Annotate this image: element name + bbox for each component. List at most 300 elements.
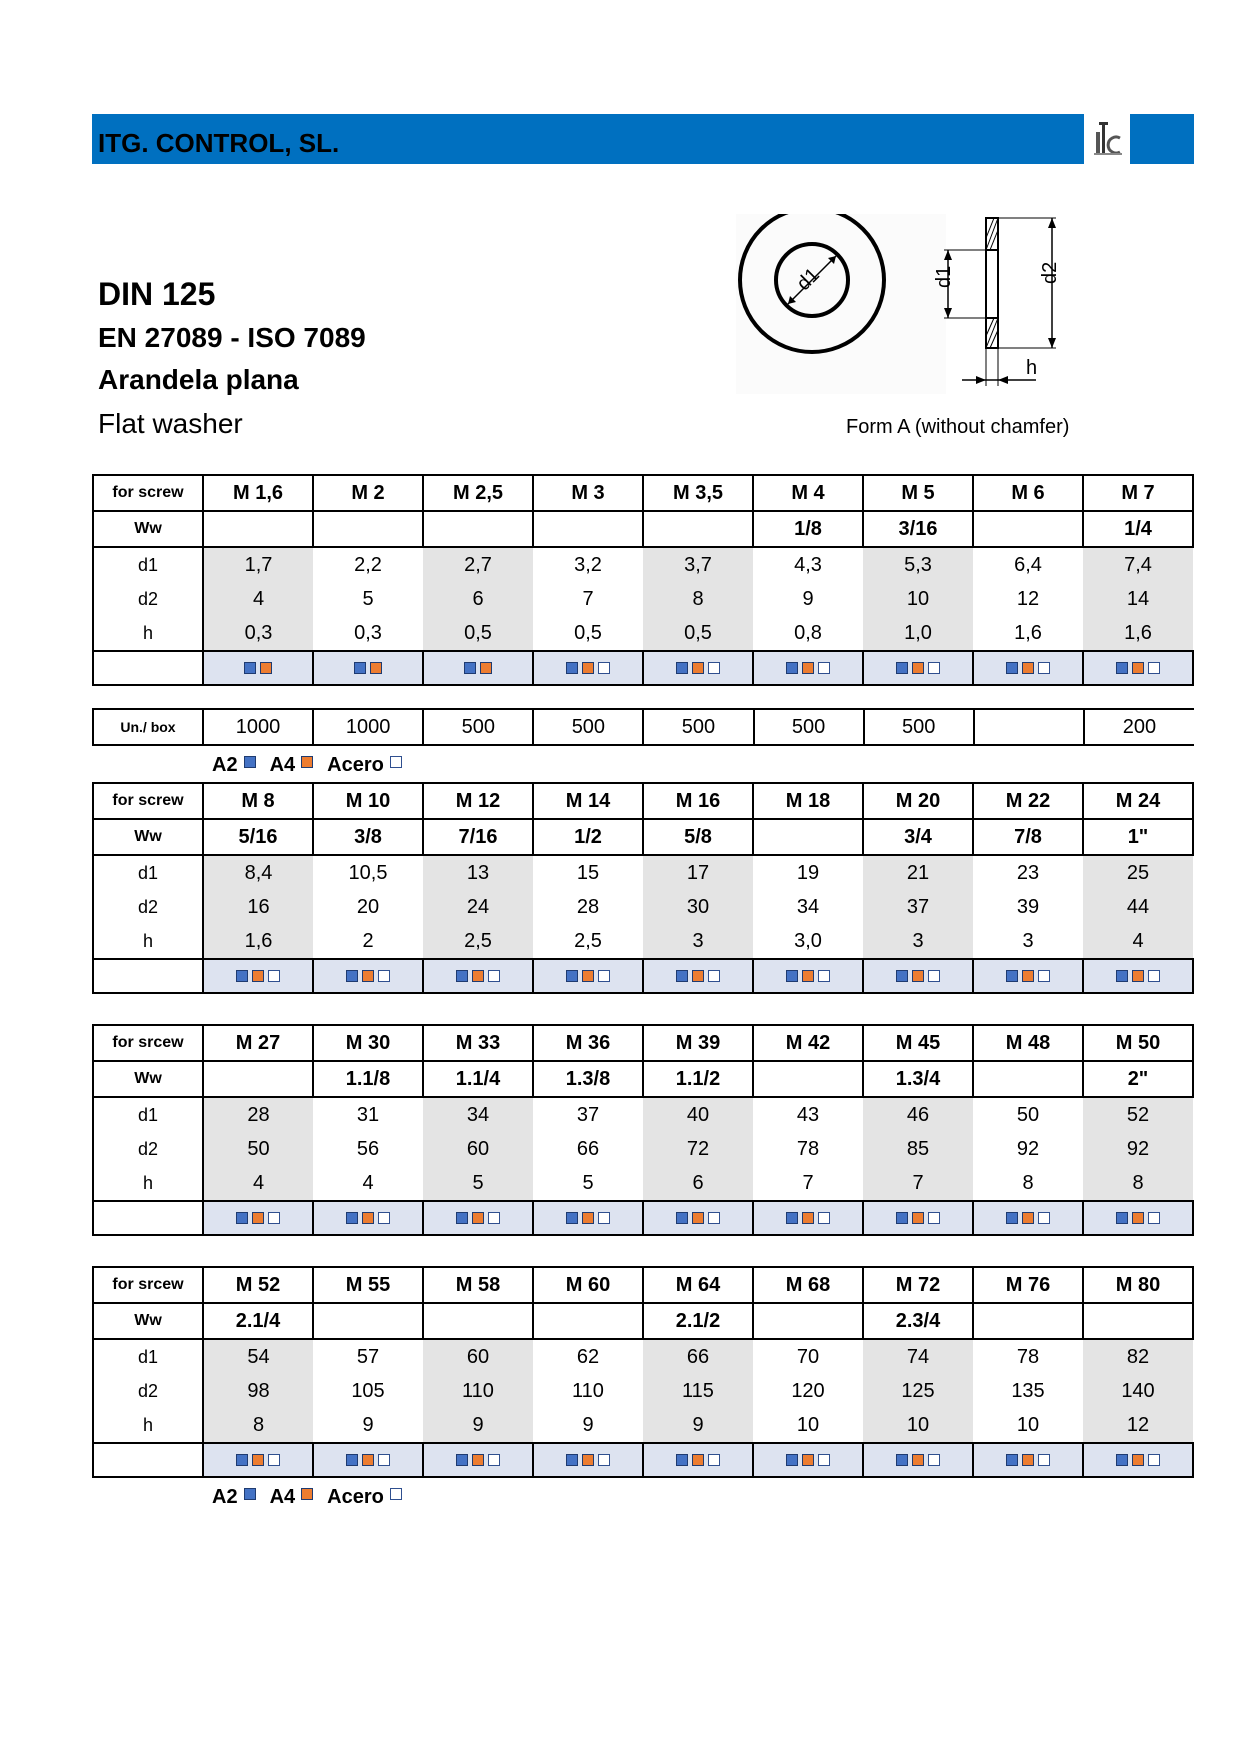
h-cell: 1,6 xyxy=(1083,616,1193,651)
d1-cell: 28 xyxy=(203,1097,313,1132)
d2-cell: 135 xyxy=(1011,1379,1045,1402)
acero-material-icon xyxy=(708,1212,720,1224)
d2-cell: 16 xyxy=(203,890,313,924)
a2-material-icon xyxy=(786,1454,798,1466)
sizes-cell: M 48 xyxy=(973,1025,1083,1061)
sizes-cell: M 36 xyxy=(533,1025,643,1061)
material-cell xyxy=(313,959,423,993)
a2-material-icon xyxy=(236,970,248,982)
ww-cell: 5/16 xyxy=(203,819,313,855)
a2-material-icon xyxy=(786,1212,798,1224)
ww-cell: 1.3/4 xyxy=(863,1061,973,1097)
ww-cell xyxy=(973,1303,1083,1339)
a2-swatch-icon xyxy=(244,1488,256,1500)
row-label-sizes: for screw xyxy=(93,475,203,511)
d2-cell: 34 xyxy=(796,895,820,918)
acero-material-icon xyxy=(598,662,610,674)
h-cell: 2 xyxy=(362,929,374,952)
sizes-cell: M 45 xyxy=(863,1025,973,1061)
d2-cell: 9 xyxy=(802,587,814,610)
spec-table-4 xyxy=(92,1266,1194,1478)
a4-material-icon xyxy=(1022,1454,1034,1466)
table-row xyxy=(93,547,1193,582)
a4-material-icon xyxy=(692,1212,704,1224)
acero-material-icon xyxy=(928,1212,940,1224)
acero-material-icon xyxy=(268,1212,280,1224)
a4-material-icon xyxy=(912,662,924,674)
d2-cell: 37 xyxy=(863,890,973,924)
h-cell: 0,3 xyxy=(354,621,382,644)
d2-cell: 50 xyxy=(203,1132,313,1166)
a4-material-icon xyxy=(582,1212,594,1224)
d2-cell: 72 xyxy=(643,1132,753,1166)
un-box-cell: 500 xyxy=(533,709,643,745)
d2-cell: 98 xyxy=(203,1374,313,1408)
a4-material-icon xyxy=(1022,1212,1034,1224)
row-label-d2: d2 xyxy=(93,1374,203,1408)
acero-material-icon xyxy=(1148,1212,1160,1224)
legend-a2-label: A2 xyxy=(212,1486,238,1508)
ww-cell xyxy=(203,511,313,547)
material-cell xyxy=(423,651,533,685)
sizes-cell: M 2 xyxy=(313,475,423,511)
a4-material-icon xyxy=(252,1212,264,1224)
sizes-cell: M 33 xyxy=(423,1025,533,1061)
acero-swatch-icon xyxy=(390,756,402,768)
h-cell: 8 xyxy=(1022,1171,1034,1194)
a2-material-icon xyxy=(676,1212,688,1224)
a2-material-icon xyxy=(676,1454,688,1466)
a2-material-icon xyxy=(244,662,256,674)
a2-material-icon xyxy=(566,970,578,982)
d2-cell: 92 xyxy=(1083,1132,1193,1166)
acero-material-icon xyxy=(1038,1212,1050,1224)
ww-cell xyxy=(533,1303,643,1339)
row-label-d1: d1 xyxy=(93,547,203,582)
row-label-h: h xyxy=(93,924,203,959)
spec-table-2 xyxy=(92,782,1194,994)
table-row xyxy=(93,890,1193,924)
d2-cell: 28 xyxy=(576,895,600,918)
table-row xyxy=(93,1339,1193,1374)
d1-cell: 17 xyxy=(643,855,753,890)
d1-cell: 31 xyxy=(313,1097,423,1132)
d1-cell: 57 xyxy=(313,1339,423,1374)
sizes-cell: M 16 xyxy=(643,783,753,819)
d2-cell: 8 xyxy=(643,582,753,616)
units-per-box-table xyxy=(92,708,1194,746)
row-label-d2: d2 xyxy=(93,890,203,924)
d1-cell: 1,7 xyxy=(203,547,313,582)
h-cell: 1,0 xyxy=(863,616,973,651)
material-cell xyxy=(1083,651,1193,685)
ww-cell xyxy=(423,1303,533,1339)
d1-cell: 6,4 xyxy=(973,547,1083,582)
table-row xyxy=(93,1132,1193,1166)
material-cell xyxy=(203,959,313,993)
material-cell xyxy=(423,1201,533,1235)
d2-cell: 110 xyxy=(572,1379,604,1402)
acero-material-icon xyxy=(1148,970,1160,982)
ww-cell xyxy=(973,511,1083,547)
company-name: ITG. CONTROL, SL. xyxy=(98,128,340,158)
d1-cell: 62 xyxy=(533,1339,643,1374)
acero-material-icon xyxy=(708,662,720,674)
sizes-cell: M 8 xyxy=(203,783,313,819)
row-label-materials xyxy=(93,651,203,685)
sizes-cell: M 50 xyxy=(1083,1025,1193,1061)
legend-a4-label: A4 xyxy=(269,1486,296,1508)
h-cell: 3 xyxy=(1022,929,1034,952)
a4-material-icon xyxy=(1132,970,1144,982)
a2-material-icon xyxy=(896,662,908,674)
row-label-ww: Ww xyxy=(93,819,203,855)
sizes-cell: M 10 xyxy=(313,783,423,819)
ww-cell xyxy=(313,511,423,547)
acero-material-icon xyxy=(928,662,940,674)
row-label-d1: d1 xyxy=(93,1097,203,1132)
a2-material-icon xyxy=(1006,970,1018,982)
a2-material-icon xyxy=(786,970,798,982)
d1-cell: 15 xyxy=(533,855,643,890)
acero-material-icon xyxy=(928,970,940,982)
material-cell xyxy=(753,651,863,685)
material-cell xyxy=(533,1201,643,1235)
h-cell: 0,5 xyxy=(423,616,533,651)
h-cell: 5 xyxy=(423,1166,533,1201)
a2-material-icon xyxy=(1116,662,1128,674)
a4-material-icon xyxy=(1132,1454,1144,1466)
ww-cell xyxy=(423,511,533,547)
material-cell xyxy=(423,959,533,993)
label-d1-side: d1 xyxy=(933,265,955,288)
a2-material-icon xyxy=(346,1454,358,1466)
ww-cell xyxy=(753,1303,863,1339)
un-box-cell: 1000 xyxy=(313,709,423,745)
d2-cell: 110 xyxy=(423,1374,533,1408)
table-row xyxy=(93,616,1193,651)
a4-material-icon xyxy=(692,970,704,982)
un-box-cell: 500 xyxy=(864,709,974,745)
table-row xyxy=(93,651,1193,685)
un-box-cell: 500 xyxy=(423,709,533,745)
ww-cell: 1.1/8 xyxy=(313,1061,423,1097)
a4-swatch-icon xyxy=(301,756,313,768)
h-cell: 4 xyxy=(203,1166,313,1201)
a2-material-icon xyxy=(456,1454,468,1466)
d2-cell: 14 xyxy=(1083,582,1193,616)
d2-cell: 56 xyxy=(356,1137,380,1160)
d1-cell: 66 xyxy=(643,1339,753,1374)
legend-a2-label: A2 xyxy=(212,754,238,776)
table-row xyxy=(93,1061,1193,1097)
material-cell xyxy=(973,651,1083,685)
a4-material-icon xyxy=(912,1212,924,1224)
a2-material-icon xyxy=(464,662,476,674)
sizes-cell: M 3 xyxy=(533,475,643,511)
material-cell xyxy=(203,1443,313,1477)
ww-cell: 2" xyxy=(1083,1061,1193,1097)
d1-cell: 37 xyxy=(533,1097,643,1132)
table-row xyxy=(93,582,1193,616)
sizes-cell: M 4 xyxy=(753,475,863,511)
material-cell xyxy=(1083,1201,1193,1235)
a4-material-icon xyxy=(582,662,594,674)
acero-material-icon xyxy=(268,1454,280,1466)
h-cell: 5 xyxy=(582,1171,594,1194)
row-label-h: h xyxy=(93,1166,203,1201)
material-cell xyxy=(863,1443,973,1477)
table-row xyxy=(93,1303,1193,1339)
a2-material-icon xyxy=(346,1212,358,1224)
a4-material-icon xyxy=(582,970,594,982)
material-cell xyxy=(753,1443,863,1477)
d1-cell: 4,3 xyxy=(753,547,863,582)
spec-table-1 xyxy=(92,474,1194,686)
a2-material-icon xyxy=(1006,662,1018,674)
spec-table-3 xyxy=(92,1024,1194,1236)
d2-cell: 44 xyxy=(1083,890,1193,924)
a2-material-icon xyxy=(676,662,688,674)
acero-material-icon xyxy=(818,1212,830,1224)
a4-material-icon xyxy=(472,1212,484,1224)
a2-material-icon xyxy=(896,1454,908,1466)
material-cell xyxy=(643,1443,753,1477)
a4-material-icon xyxy=(472,970,484,982)
material-cell xyxy=(643,959,753,993)
row-label-d1: d1 xyxy=(93,1339,203,1374)
a4-material-icon xyxy=(802,1212,814,1224)
d1-cell: 5,3 xyxy=(863,547,973,582)
row-label-materials xyxy=(93,1201,203,1235)
d1-cell: 2,2 xyxy=(313,547,423,582)
h-cell: 1,6 xyxy=(1014,621,1042,644)
ww-cell: 1.1/4 xyxy=(423,1061,533,1097)
acero-material-icon xyxy=(1148,1454,1160,1466)
d1-cell: 70 xyxy=(753,1339,863,1374)
ww-cell xyxy=(1083,1303,1193,1339)
acero-material-icon xyxy=(818,662,830,674)
standard-en-iso: EN 27089 - ISO 7089 xyxy=(98,322,366,353)
ww-cell xyxy=(753,1061,863,1097)
acero-material-icon xyxy=(598,1212,610,1224)
d2-cell: 30 xyxy=(643,890,753,924)
sizes-cell: M 6 xyxy=(973,475,1083,511)
row-label-ww: Ww xyxy=(93,511,203,547)
un-box-cell: 200 xyxy=(1084,709,1194,745)
ww-cell xyxy=(973,1061,1083,1097)
d1-cell: 23 xyxy=(973,855,1083,890)
material-cell xyxy=(643,651,753,685)
ww-cell xyxy=(313,1303,423,1339)
a2-material-icon xyxy=(1116,970,1128,982)
d1-cell: 10,5 xyxy=(313,855,423,890)
acero-material-icon xyxy=(1038,970,1050,982)
sizes-cell: M 68 xyxy=(753,1267,863,1303)
acero-material-icon xyxy=(378,1212,390,1224)
table-row xyxy=(93,1025,1193,1061)
material-legend-bottom xyxy=(212,1486,416,1509)
row-label-d2: d2 xyxy=(93,1132,203,1166)
d1-cell: 46 xyxy=(863,1097,973,1132)
d2-cell: 125 xyxy=(863,1374,973,1408)
ww-cell: 1" xyxy=(1083,819,1193,855)
acero-swatch-icon xyxy=(390,1488,402,1500)
sizes-cell: M 64 xyxy=(643,1267,753,1303)
row-label-ww: Ww xyxy=(93,1303,203,1339)
h-cell: 0,3 xyxy=(203,616,313,651)
acero-material-icon xyxy=(488,1212,500,1224)
sizes-cell: M 3,5 xyxy=(643,475,753,511)
a2-material-icon xyxy=(566,1212,578,1224)
h-cell: 8 xyxy=(203,1408,313,1443)
material-cell xyxy=(1083,1443,1193,1477)
material-legend-top xyxy=(212,754,416,777)
un-box-cell: 500 xyxy=(754,709,864,745)
sizes-cell: M 76 xyxy=(973,1267,1083,1303)
a4-material-icon xyxy=(472,1454,484,1466)
d1-cell: 7,4 xyxy=(1083,547,1193,582)
d1-cell: 60 xyxy=(423,1339,533,1374)
material-cell xyxy=(533,959,643,993)
material-cell xyxy=(313,1201,423,1235)
d1-cell: 3,7 xyxy=(643,547,753,582)
a4-material-icon xyxy=(692,662,704,674)
sizes-cell: M 42 xyxy=(753,1025,863,1061)
table-row xyxy=(93,855,1193,890)
acero-material-icon xyxy=(1148,662,1160,674)
a2-material-icon xyxy=(566,662,578,674)
material-cell xyxy=(973,1443,1083,1477)
title-spanish: Arandela plana xyxy=(98,364,299,395)
row-label-materials xyxy=(93,959,203,993)
a2-material-icon xyxy=(896,1212,908,1224)
a2-material-icon xyxy=(236,1454,248,1466)
a4-material-icon xyxy=(802,662,814,674)
row-label-h: h xyxy=(93,616,203,651)
a4-material-icon xyxy=(252,1454,264,1466)
h-cell: 3 xyxy=(863,924,973,959)
h-cell: 9 xyxy=(582,1413,594,1436)
ww-cell xyxy=(643,511,753,547)
material-cell xyxy=(753,1201,863,1235)
ww-cell: 3/8 xyxy=(313,819,423,855)
sizes-cell: M 27 xyxy=(203,1025,313,1061)
h-cell: 9 xyxy=(643,1408,753,1443)
ww-cell: 3/4 xyxy=(863,819,973,855)
acero-material-icon xyxy=(708,970,720,982)
table-row xyxy=(93,783,1193,819)
ww-cell: 1.1/2 xyxy=(643,1061,753,1097)
acero-material-icon xyxy=(488,970,500,982)
h-cell: 7 xyxy=(802,1171,814,1194)
label-d1-front: d1 xyxy=(792,263,824,296)
a2-material-icon xyxy=(456,1212,468,1224)
sizes-cell: M 12 xyxy=(423,783,533,819)
d1-cell: 21 xyxy=(863,855,973,890)
table-row xyxy=(93,1201,1193,1235)
h-cell: 10 xyxy=(863,1408,973,1443)
d2-cell: 60 xyxy=(423,1132,533,1166)
a4-swatch-icon xyxy=(301,1488,313,1500)
d2-cell: 10 xyxy=(863,582,973,616)
acero-material-icon xyxy=(818,1454,830,1466)
a4-material-icon xyxy=(802,970,814,982)
a4-material-icon xyxy=(370,662,382,674)
d1-cell: 19 xyxy=(753,855,863,890)
acero-material-icon xyxy=(928,1454,940,1466)
table-row xyxy=(93,959,1193,993)
ww-cell: 7/8 xyxy=(973,819,1083,855)
a2-material-icon xyxy=(786,662,798,674)
material-cell xyxy=(643,1201,753,1235)
sizes-cell: M 58 xyxy=(423,1267,533,1303)
row-label-d1: d1 xyxy=(93,855,203,890)
d2-cell: 66 xyxy=(576,1137,600,1160)
d1-cell: 82 xyxy=(1083,1339,1193,1374)
a4-material-icon xyxy=(362,1454,374,1466)
h-cell: 9 xyxy=(423,1408,533,1443)
h-cell: 12 xyxy=(1083,1408,1193,1443)
material-cell xyxy=(863,1201,973,1235)
acero-material-icon xyxy=(378,1454,390,1466)
a2-material-icon xyxy=(346,970,358,982)
d2-cell: 105 xyxy=(351,1379,385,1402)
table-row xyxy=(93,1443,1193,1477)
a2-material-icon xyxy=(236,1212,248,1224)
d1-cell: 52 xyxy=(1083,1097,1193,1132)
material-cell xyxy=(863,651,973,685)
ww-cell: 1.3/8 xyxy=(533,1061,643,1097)
ww-cell: 2.1/4 xyxy=(203,1303,313,1339)
a2-material-icon xyxy=(1116,1454,1128,1466)
table-row xyxy=(93,1267,1193,1303)
a2-material-icon xyxy=(1006,1212,1018,1224)
acero-material-icon xyxy=(708,1454,720,1466)
row-label-materials xyxy=(93,1443,203,1477)
h-cell: 8 xyxy=(1083,1166,1193,1201)
h-cell: 3 xyxy=(643,924,753,959)
un-box-cell: 500 xyxy=(643,709,753,745)
un-box-cell: 1000 xyxy=(203,709,313,745)
a4-material-icon xyxy=(252,970,264,982)
ww-cell: 3/16 xyxy=(863,511,973,547)
d1-cell: 43 xyxy=(753,1097,863,1132)
d2-cell: 24 xyxy=(423,890,533,924)
d1-cell: 3,2 xyxy=(533,547,643,582)
row-label-d2: d2 xyxy=(93,582,203,616)
d1-cell: 8,4 xyxy=(203,855,313,890)
label-d2: d2 xyxy=(1039,261,1061,284)
sizes-cell: M 22 xyxy=(973,783,1083,819)
ww-cell xyxy=(753,819,863,855)
un-box-cell xyxy=(974,709,1084,745)
h-cell: 1,6 xyxy=(203,924,313,959)
d2-cell: 92 xyxy=(1016,1137,1040,1160)
sizes-cell: M 24 xyxy=(1083,783,1193,819)
sizes-cell: M 30 xyxy=(313,1025,423,1061)
d2-cell: 78 xyxy=(796,1137,820,1160)
row-label-sizes: for srcew xyxy=(93,1025,203,1061)
a2-swatch-icon xyxy=(244,756,256,768)
sizes-cell: M 80 xyxy=(1083,1267,1193,1303)
a4-material-icon xyxy=(260,662,272,674)
h-cell: 10 xyxy=(1016,1413,1040,1436)
standard-din: DIN 125 xyxy=(98,276,216,312)
a4-material-icon xyxy=(362,1212,374,1224)
material-cell xyxy=(203,1201,313,1235)
acero-material-icon xyxy=(488,1454,500,1466)
